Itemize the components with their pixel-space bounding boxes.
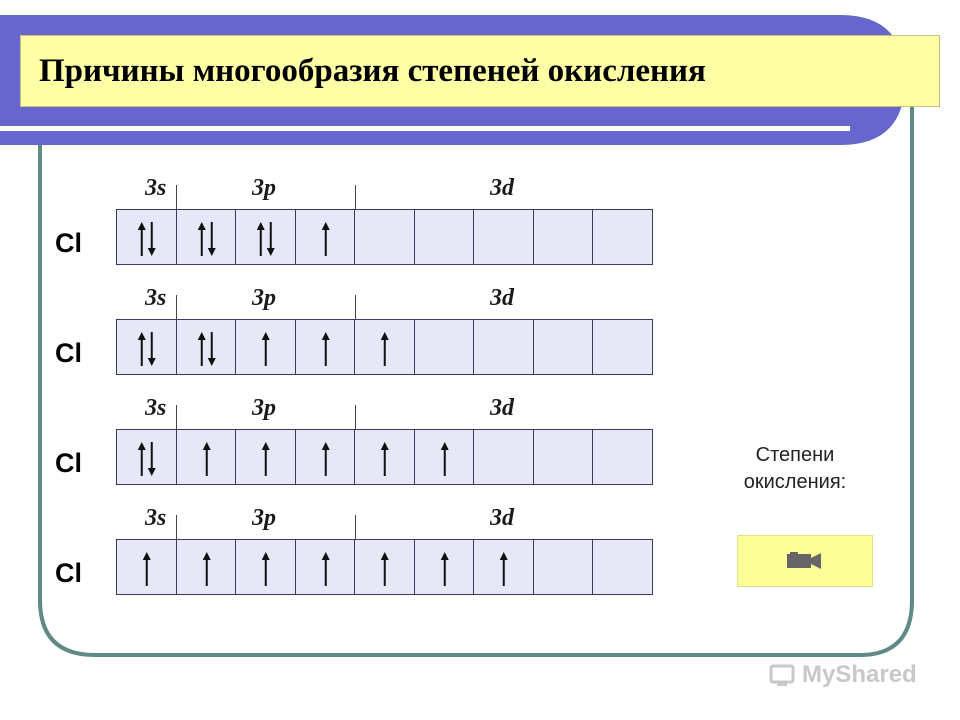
orbital-cells [116, 319, 653, 375]
sublevel-divider [176, 185, 177, 209]
orbital-cell [355, 540, 415, 594]
spin-up-arrow-icon [440, 552, 448, 586]
spin-down-arrow-icon [207, 332, 215, 366]
spin-up-arrow-icon [262, 442, 270, 476]
orbital-cell [296, 210, 356, 264]
spin-up-arrow-icon [321, 332, 329, 366]
slide-title: Причины многообразия степеней окисления [39, 52, 706, 89]
spin-up-arrow-icon [138, 332, 146, 366]
spin-up-arrow-icon [197, 222, 205, 256]
orbital-cell [117, 430, 177, 484]
orbital-cell [534, 210, 594, 264]
orbital-cell [593, 540, 653, 594]
orbital-cell [296, 430, 356, 484]
orbital-cell [534, 430, 594, 484]
orbital-cell [236, 540, 296, 594]
watermark [768, 660, 917, 690]
orbital-cell [355, 430, 415, 484]
show-answer-button[interactable] [737, 535, 873, 587]
spin-down-arrow-icon [148, 222, 156, 256]
orbital-row [0, 395, 700, 495]
spin-up-arrow-icon [262, 332, 270, 366]
orbital-cell [474, 210, 534, 264]
spin-up-arrow-icon [381, 332, 389, 366]
sublevel-divider [176, 405, 177, 429]
element-symbol: Cl [55, 228, 82, 258]
spin-down-arrow-icon [148, 442, 156, 476]
orbital-cell [177, 430, 237, 484]
orbital-cell [534, 320, 594, 374]
watermark-text: MyShared [802, 661, 917, 688]
oxidation-states-label [700, 442, 890, 496]
orbital-row [0, 285, 700, 385]
sublevel-label: 3p [252, 395, 276, 421]
sublevel-divider [355, 405, 356, 429]
sublevel-label: 3d [490, 285, 514, 311]
spin-up-arrow-icon [202, 442, 210, 476]
sublevel-label: 3s [145, 285, 167, 311]
orbital-row [0, 175, 700, 275]
spin-up-arrow-icon [262, 552, 270, 586]
orbital-cell [474, 540, 534, 594]
orbital-cell [296, 320, 356, 374]
orbital-cell [177, 210, 237, 264]
spin-up-arrow-icon [138, 222, 146, 256]
spin-up-arrow-icon [381, 552, 389, 586]
orbital-cells [116, 209, 653, 265]
sublevel-label: 3s [145, 175, 167, 201]
oxidation-states-label-line2: окисления: [743, 471, 847, 493]
spin-up-arrow-icon [500, 552, 508, 586]
spin-down-arrow-icon [148, 332, 156, 366]
orbital-cell [236, 320, 296, 374]
sublevel-label: 3p [252, 505, 276, 531]
sublevel-label: 3s [145, 505, 167, 531]
spin-down-arrow-icon [267, 222, 275, 256]
spin-up-arrow-icon [257, 222, 265, 256]
sublevel-label: 3s [145, 395, 167, 421]
sublevel-label: 3p [252, 285, 276, 311]
orbital-cell [415, 540, 475, 594]
orbital-cell [117, 320, 177, 374]
sublevel-label: 3p [252, 175, 276, 201]
orbital-cell [355, 210, 415, 264]
orbital-cell [415, 320, 475, 374]
sublevel-divider [355, 295, 356, 319]
sublevel-divider [176, 515, 177, 539]
orbital-cell [236, 430, 296, 484]
spin-down-arrow-icon [207, 222, 215, 256]
orbital-cell [474, 320, 534, 374]
orbital-cell [117, 540, 177, 594]
spin-up-arrow-icon [321, 222, 329, 256]
spin-up-arrow-icon [202, 552, 210, 586]
orbital-cell [296, 540, 356, 594]
orbital-cell [534, 540, 594, 594]
orbital-cell [593, 210, 653, 264]
orbital-cell [415, 430, 475, 484]
spin-up-arrow-icon [197, 332, 205, 366]
orbital-cell [177, 540, 237, 594]
header-band-stripe [0, 126, 850, 131]
sublevel-divider [355, 185, 356, 209]
orbital-cells [116, 429, 653, 485]
orbital-cell [474, 430, 534, 484]
sublevel-divider [176, 295, 177, 319]
orbital-cell [593, 430, 653, 484]
orbital-row [0, 505, 700, 605]
spin-up-arrow-icon [381, 442, 389, 476]
spin-up-arrow-icon [321, 552, 329, 586]
oxidation-states-label-line1: Степени [755, 444, 835, 466]
video-camera-icon [785, 550, 825, 572]
orbital-cells [116, 539, 653, 595]
spin-up-arrow-icon [321, 442, 329, 476]
orbital-cell [236, 210, 296, 264]
title-box [20, 35, 940, 107]
watermark-logo-icon [768, 660, 798, 690]
sublevel-label: 3d [490, 175, 514, 201]
orbital-cell [355, 320, 415, 374]
element-symbol: Cl [55, 338, 82, 368]
element-symbol: Cl [55, 448, 82, 478]
element-symbol: Cl [55, 558, 82, 588]
spin-up-arrow-icon [143, 552, 151, 586]
orbital-cell [593, 320, 653, 374]
sublevel-divider [355, 515, 356, 539]
sublevel-label: 3d [490, 395, 514, 421]
orbital-cell [177, 320, 237, 374]
spin-up-arrow-icon [440, 442, 448, 476]
orbital-cell [117, 210, 177, 264]
orbital-cell [415, 210, 475, 264]
sublevel-label: 3d [490, 505, 514, 531]
spin-up-arrow-icon [138, 442, 146, 476]
